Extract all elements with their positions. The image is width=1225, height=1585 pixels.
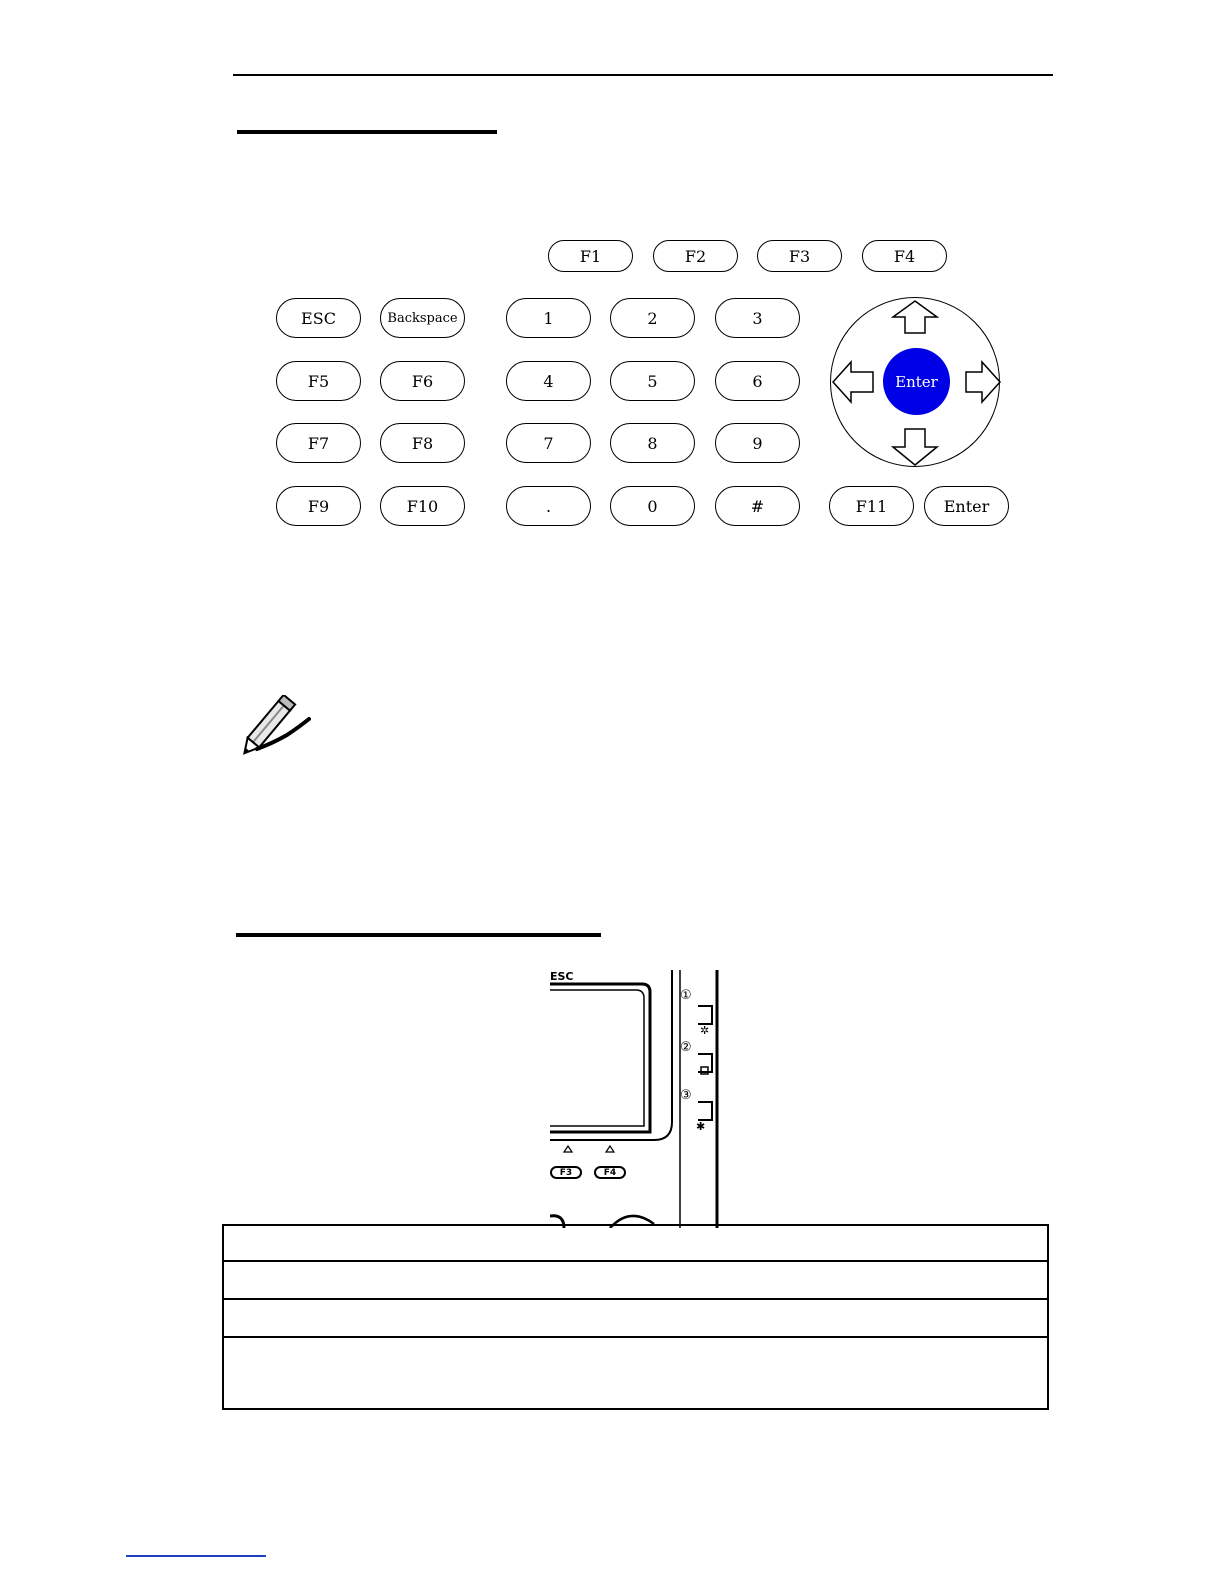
key-f7[interactable]: F7 — [276, 423, 361, 463]
device-outline — [550, 970, 722, 1228]
device-side-illustration — [550, 970, 722, 1228]
device-esc-label: ESC — [550, 970, 574, 983]
key-enter[interactable]: Enter — [924, 486, 1009, 526]
key-f5[interactable]: F5 — [276, 361, 361, 401]
key-f11[interactable]: F11 — [829, 486, 914, 526]
header-rule — [233, 74, 1053, 76]
indicator-number-1: ① — [680, 988, 692, 1003]
key-f10[interactable]: F10 — [380, 486, 465, 526]
svg-text:✲: ✲ — [700, 1024, 710, 1037]
key-backspace[interactable]: Backspace — [380, 298, 465, 338]
key-f6[interactable]: F6 — [380, 361, 465, 401]
arrow-down-icon[interactable] — [891, 428, 939, 466]
table-row — [223, 1225, 1048, 1261]
key-f4[interactable]: F4 — [862, 240, 947, 272]
key-7[interactable]: 7 — [506, 423, 591, 463]
device-key-f3: F3 — [550, 1166, 582, 1179]
key-5[interactable]: 5 — [610, 361, 695, 401]
table-cell — [223, 1299, 1048, 1337]
table-cell — [223, 1337, 1048, 1409]
indicator-number-2: ② — [680, 1040, 692, 1055]
svg-text:✱: ✱ — [696, 1120, 706, 1133]
footer-link-underline[interactable] — [126, 1555, 266, 1557]
key-f9[interactable]: F9 — [276, 486, 361, 526]
key-9[interactable]: 9 — [715, 423, 800, 463]
key-f2[interactable]: F2 — [653, 240, 738, 272]
indicator-number-3: ③ — [680, 1088, 692, 1103]
table-row — [223, 1299, 1048, 1337]
key-f3[interactable]: F3 — [757, 240, 842, 272]
key-8[interactable]: 8 — [610, 423, 695, 463]
enter-center-button[interactable]: Enter — [883, 348, 950, 415]
key-1[interactable]: 1 — [506, 298, 591, 338]
key-decimal[interactable]: . — [506, 486, 591, 526]
table-cell — [223, 1225, 1048, 1261]
key-2[interactable]: 2 — [610, 298, 695, 338]
device-key-f4: F4 — [594, 1166, 626, 1179]
arrow-right-icon[interactable] — [965, 360, 1001, 404]
key-f8[interactable]: F8 — [380, 423, 465, 463]
arrow-left-icon[interactable] — [832, 360, 874, 404]
key-6[interactable]: 6 — [715, 361, 800, 401]
section-heading-underline-2 — [236, 933, 601, 937]
key-4[interactable]: 4 — [506, 361, 591, 401]
table-cell — [223, 1261, 1048, 1299]
table-row — [223, 1261, 1048, 1299]
section-heading-underline — [237, 130, 497, 134]
key-hash[interactable]: # — [715, 486, 800, 526]
arrow-up-icon[interactable] — [891, 300, 939, 334]
key-esc[interactable]: ESC — [276, 298, 361, 338]
pencil-note-icon — [243, 695, 313, 755]
key-f1[interactable]: F1 — [548, 240, 633, 272]
key-0[interactable]: 0 — [610, 486, 695, 526]
key-3[interactable]: 3 — [715, 298, 800, 338]
table-row — [223, 1337, 1048, 1409]
indicator-table — [222, 1224, 1049, 1410]
